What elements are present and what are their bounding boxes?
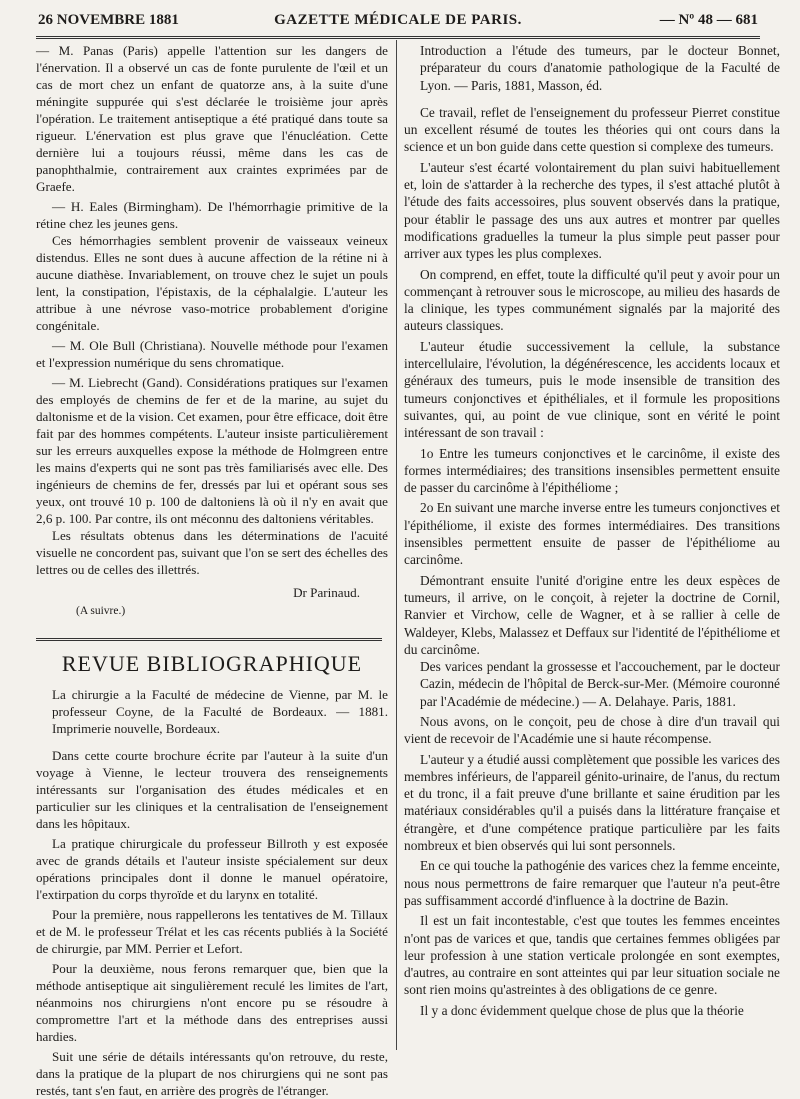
- paragraph-eales-body: Ces hémorrhagies semblent provenir de vaisseaux veineux distendus. Elles ne sont dues à aucune affection de la rétine ni à aucune diathèse. Invariablement, on trouve chez le sujet un pouls lent, la constipation, l'épistaxis, de la céphalalgie. L'auteur les attribue à une névrose vaso-motrice probablement d'origine congénitale.: [36, 233, 388, 333]
- review-paragraph: Pour la première, nous rappellerons les tentatives de M. Tillaux et de M. le professeur Trélat et les cas récents publiés à la Société de chirurgie, par MM. Perrier et Lefort.: [36, 907, 388, 956]
- review-paragraph: L'auteur étudie successivement la cellule, la substance intercellulaire, l'évolution, la dégénérescence, les accidents locaux et généraux des tumeurs, puis le mode insensible de transition des tumeurs conjonctives et épithéliales, et il formule les propositions suivantes, qui, au point de vue clinique, sont en vérité le point intéressant de son travail :: [404, 338, 780, 441]
- to-be-continued: (A suivre.): [76, 605, 126, 617]
- review-paragraph: On comprend, en effet, toute la difficulté qu'il peut y avoir pour un commençant à retrouver sous le microscope, au milieu des hasards de la clinique, les types communément signalés par la majorité des auteurs classiques.: [404, 266, 780, 334]
- review-paragraph: Nous avons, on le conçoit, peu de chose à dire d'un travail qui vient de recevoir de l'Académie une si haute récompense.: [404, 713, 780, 747]
- header-rule: [36, 36, 760, 39]
- bibliographic-reference: Des varices pendant la grossesse et l'accouchement, par le docteur Cazin, médecin de l'hôpital de Berck-sur-Mer. (Mémoire couronné par l'Académie de médecine.) — A. Delahaye. Paris, 1881.: [420, 659, 780, 709]
- proposition-item: 1o Entre les tumeurs conjonctives et le carcinôme, il existe des formes intermédiaires; des transitions insensibles permettent ensuite de passer du carcinôme à l'épithéliome ;: [404, 445, 780, 496]
- paragraph-resultats: Les résultats obtenus dans les déterminations de l'acuité visuelle ne concordent pas, suivant que l'on se sert des échelles des lettres ou de celles des illettrés.: [36, 528, 388, 577]
- review-paragraph: En ce qui touche la pathogénie des varices chez la femme enceinte, nous nous permettrons de faire remarquer que l'auteur n'a peut-être pas suffisamment accordé d'influence à la doctrine de Bazin.: [404, 858, 780, 908]
- journal-title: GAZETTE MÉDICALE DE PARIS.: [274, 12, 522, 28]
- review-paragraph: Il est un fait incontestable, c'est que toutes les femmes enceintes n'ont pas de varices et que, tandis que certaines femmes obligées par leur profession à une station verticale prolongée en sont exemptes, d'autres, au contraire en sont atteintes qui par leur situation sociale ne sont rien moins qu'astreintes à des obligations de ce genre.: [404, 913, 780, 998]
- review-paragraph: Il y a donc évidemment quelque chose de plus que la théorie: [420, 1002, 744, 1018]
- issue-date: 26 NOVEMBRE 1881: [38, 12, 179, 28]
- review-paragraph: Dans cette courte brochure écrite par l'auteur à la suite d'un voyage à Vienne, le lecteur trouvera des renseignements intéressants sur l'organisation des études médicales et en particulier sur les cliniques et la centralisation de l'enseignement dans les hôpitaux.: [36, 748, 388, 831]
- review-paragraph: Suit une série de détails intéressants qu'on retrouve, du reste, dans la pratique de la plupart de nos chirurgiens qui ne sont pas restés, tant s'en faut, en arrière des progrès de l'étranger.: [36, 1049, 388, 1098]
- column-divider: [396, 40, 397, 1050]
- paragraph-ole-bull: — M. Ole Bull (Christiana). Nouvelle méthode pour l'examen et l'expression numérique du sens chromatique.: [36, 338, 388, 370]
- paragraph-eales-title: — H. Eales (Birmingham). De l'hémorrhagie primitive de la rétine chez les jeunes gens.: [36, 199, 388, 231]
- review-paragraph: Pour la deuxième, nous ferons remarquer que, bien que la méthode antiseptique ait singulièrement reculé les limites de l'art, néanmoins nos chirurgiens n'ont encore pu se résoudre à compromettre l'art et la méthode dans des entreprises aussi hardies.: [36, 961, 388, 1044]
- author-signature: Dr Parinaud.: [293, 585, 360, 600]
- left-column: [36, 42, 388, 1099]
- bibliographic-reference: La chirurgie a la Faculté de médecine de Vienne, par M. le professeur Coyne, de la Faculté de Bordeaux. — 1881. Imprimerie nouvelle, Bordeaux.: [52, 687, 388, 736]
- bibliographic-reference: Introduction a l'étude des tumeurs, par le docteur Bonnet, préparateur du cours d'anatomie pathologique de la Faculté de Lyon. — Paris, 1881, Masson, éd.: [420, 43, 780, 93]
- page-header: [38, 12, 758, 34]
- review-paragraph: L'auteur s'est écarté volontairement du plan suivi habituellement et, loin de s'attarder à la recherche des types, il s'est attaché plutôt à l'étude des faits accessoires, plus souvent observés dans la pratique, pour établir le passage des uns aux autres et montrer par quelles modifications graduelles la tumeur la plus simple peut passer pour arriver aux types les plus complexes.: [404, 159, 780, 262]
- review-paragraph: Démontrant ensuite l'unité d'origine entre les deux espèces de tumeurs, il arrive, on le conçoit, à rejeter la doctrine de Cornil, Ranvier et Virchow, celle de Wagner, et à se rallier à celle de Waldeyer, Klebs, Malassez et Deffaux sur l'identité de l'épithéliome et du carcinôme.: [404, 572, 780, 657]
- proposition-item: 2o En suivant une marche inverse entre les tumeurs conjonctives et l'épithéliome, il existe des formes intermédiaires. Des transitions insensibles permettent ensuite de passer de l'épithéliome au carcinôme.: [404, 500, 780, 568]
- section-separator: [36, 638, 382, 641]
- section-title: REVUE BIBLIOGRAPHIQUE: [61, 651, 363, 676]
- paragraph-panas: — M. Panas (Paris) appelle l'attention sur les dangers de l'énervation. Il a observé un cas de fonte purulente de l'œil et un cas de mort chez un enfant de quatorze ans, à la suite d'une méningite suppurée qui s'est déclarée le troisième jour après l'opération. Le traitement antiseptique a été pratiqué dans toute sa rigueur. L'énervation est plus grave que l'énucléation. Cette dernière lui a toujours réussi, même dans les cas de panophthalmie, contrairement aux craintes exprimées par de Graefe.: [36, 43, 388, 194]
- review-paragraph: Ce travail, reflet de l'enseignement du professeur Pierret constitue un excellent résumé de toutes les théories qui ont cours dans la science et un bon guide dans cette question si complexe des tumeurs.: [404, 104, 780, 155]
- review-paragraph: L'auteur y a étudié aussi complètement que possible les varices des membres inférieurs, de l'appareil génito-urinaire, de l'anus, du rectum et du tronc, il a fait preuve d'une brillante et saine érudition par les matériaux considérables qu'il a puisés dans la littérature française et étrangère, et d'une compétence pratique particulière par les faits nombreux et bien observés qui lui sont personnels.: [404, 751, 780, 854]
- review-paragraph: La pratique chirurgicale du professeur Billroth y est exposée avec de grands détails et l'auteur insiste spécialement sur deux opérations principales dont il donne le manuel opératoire, l'extirpation du corps thyroïde et du larynx en totalité.: [36, 836, 388, 902]
- right-column: [404, 42, 780, 1019]
- paragraph-liebrecht: — M. Liebrecht (Gand). Considérations pratiques sur l'examen des employés de chemins de fer et de la marine, au sujet du daltonisme et de la vision. Cet examen, pour être efficace, doit être fait par des hommes compétents. L'auteur insiste particulièrement sur les erreurs auxquelles expose la méthode de Holmgreen entre les mains d'experts qui ne sont pas très familiarisés avec elle. Des ingénieurs de chemins de fer, dressés par lui et opérant sous ses yeux, ont trouvé 10 p. 100 de daltoniens là où il n'y en avait que 2,6 p. 100. Par contre, ils ont méconnu des daltoniens véritables.: [36, 375, 388, 526]
- page-number: — Nº 48 — 681: [659, 12, 758, 28]
